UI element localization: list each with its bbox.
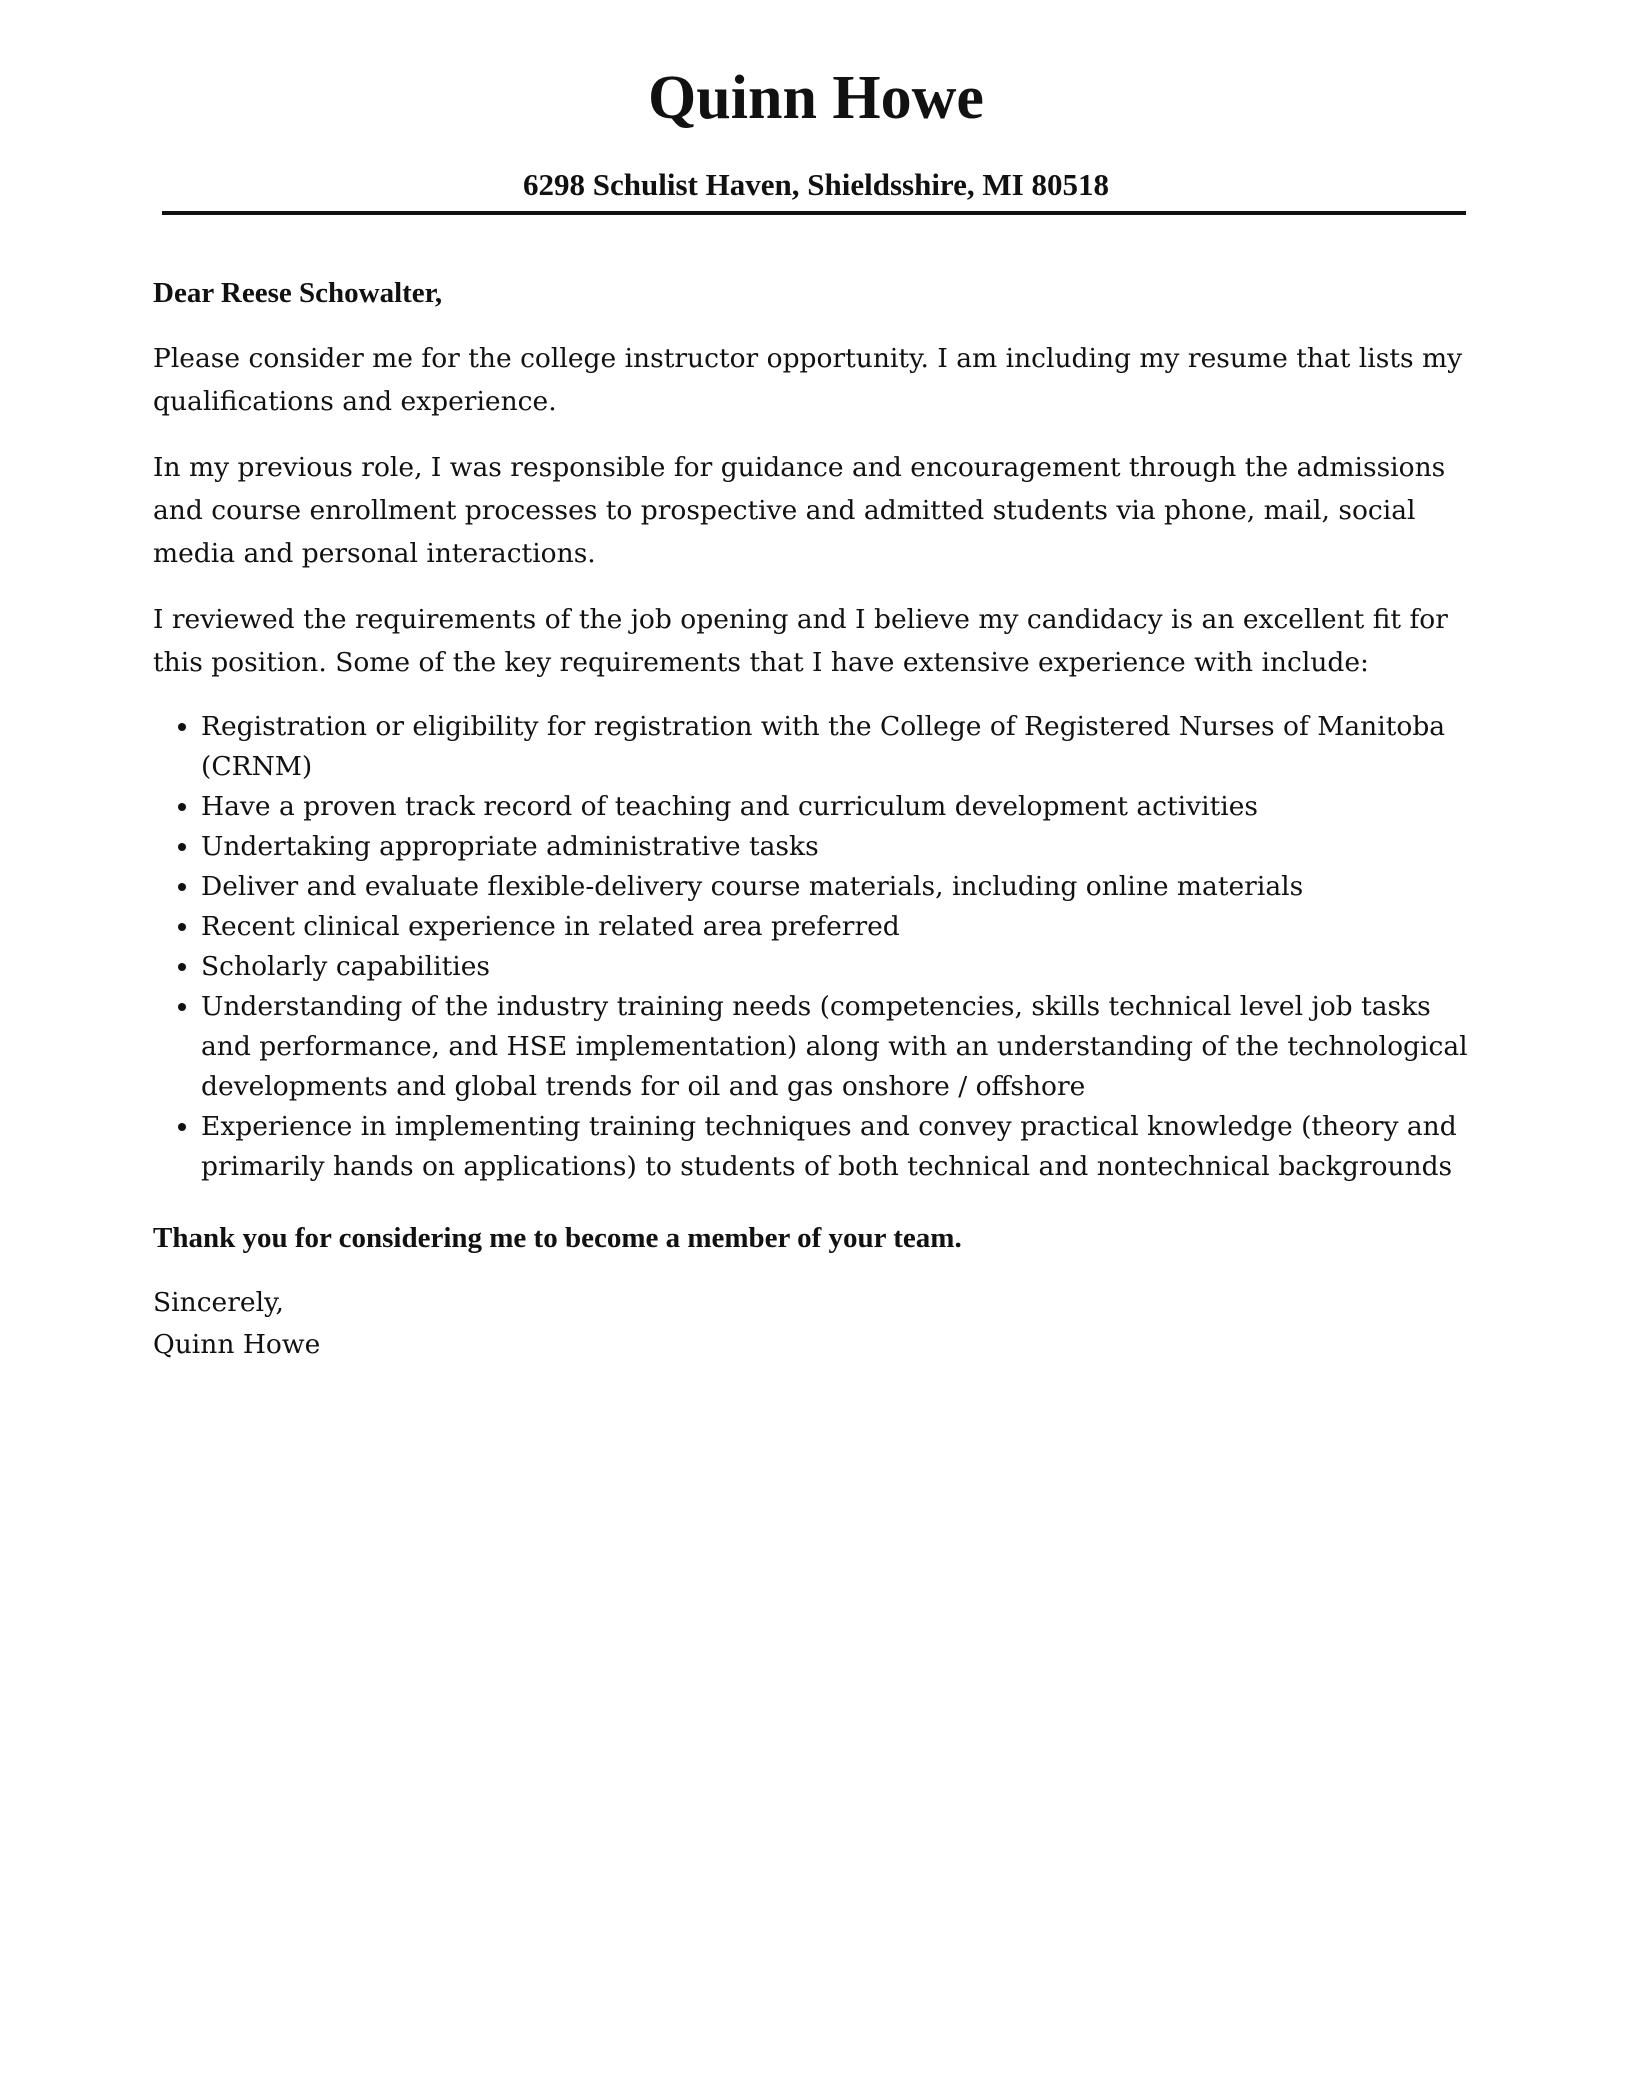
list-item-text: Understanding of the industry training needs (competencies, skills technical level job tasks and performance, and HSE implementation) along with an understanding of the technological developments and global trends for oil and gas onshore / offshore: [201, 991, 1468, 1102]
letter-body: [153, 272, 1473, 1366]
list-item-text: Undertaking appropriate administrative tasks: [201, 831, 819, 862]
bullet-icon: [178, 883, 186, 891]
list-item: [153, 947, 1473, 987]
applicant-address: 6298 Schulist Haven, Shieldsshire, MI 80518: [523, 167, 1109, 202]
bullet-icon: [178, 723, 186, 731]
bullet-icon: [178, 963, 186, 971]
applicant-name: Quinn Howe: [648, 64, 984, 132]
list-item-text: Recent clinical experience in related area preferred: [201, 911, 900, 942]
bullet-icon: [178, 1123, 186, 1131]
bullet-icon: [178, 923, 186, 931]
list-item: [153, 987, 1473, 1107]
list-item: [153, 787, 1473, 827]
list-item-text: Experience in implementing training techniques and convey practical knowledge (theory and primarily hands on applications) to students of both technical and nontechnical backgrounds: [201, 1111, 1457, 1182]
salutation: Dear Reese Schowalter,: [153, 277, 443, 309]
list-item-text: Have a proven track record of teaching and curriculum development activities: [201, 791, 1258, 822]
list-item-text: Registration or eligibility for registration with the College of Registered Nurses of Manitoba (CRNM): [201, 711, 1446, 782]
closing-statement: Thank you for considering me to become a member of your team.: [153, 1222, 962, 1254]
paragraph-previous-role: In my previous role, I was responsible for guidance and encouragement through the admissions and course enrollment processes to prospective and admitted students via phone, mail, social media and personal interactions.: [153, 452, 1446, 569]
list-item-text: Scholarly capabilities: [201, 951, 491, 982]
requirements-list: [153, 707, 1473, 1187]
signature-name: Quinn Howe: [153, 1329, 321, 1360]
list-item: [153, 1107, 1473, 1187]
bullet-icon: [178, 843, 186, 851]
list-item: [153, 907, 1473, 947]
list-item: [153, 827, 1473, 867]
header-divider: [162, 211, 1466, 215]
signoff: Sincerely,: [153, 1287, 284, 1318]
list-item: [153, 707, 1473, 787]
paragraph-requirements-intro: I reviewed the requirements of the job opening and I believe my candidacy is an excellent fit for this position. Some of the key requirements that I have extensive experience with include:: [153, 604, 1448, 678]
paragraph-intro: Please consider me for the college instructor opportunity. I am including my resume that lists my qualifications and experience.: [153, 343, 1463, 417]
list-item-text: Deliver and evaluate flexible-delivery course materials, including online materials: [201, 871, 1304, 902]
bullet-icon: [178, 803, 186, 811]
list-item: [153, 867, 1473, 907]
bullet-icon: [178, 1003, 186, 1011]
